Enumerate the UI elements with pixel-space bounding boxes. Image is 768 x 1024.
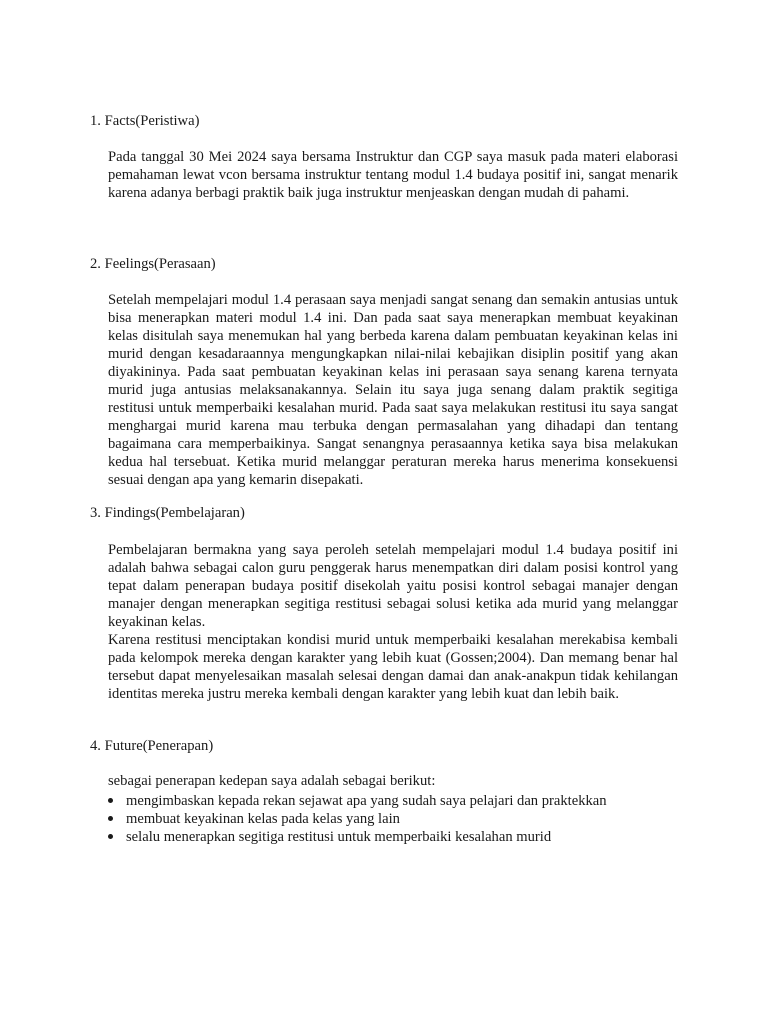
section-heading-feelings: 2. Feelings(Perasaan): [90, 256, 216, 272]
feelings-paragraph: Setelah mempelajari modul 1.4 perasaan saya menjadi sangat senang dan semakin antusias untuk bisa menerapkan materi modul 1.4 ini. Dan pada saat saya menerapkan membuat keyakinan kelas disitulah saya menemukan hal yang berbeda karena dalam pembuatan keyakinan kelas ini murid dengan kesadaraannya mengungkapkan nilai-nilai kebajikan disiplin positif yang akan diyakininya. Pada saat pembuatan keyakinan kelas ini perasaan saya senang karena ternyata murid juga antusias melaksanakannya. Selain itu saya juga senang dalam praktik segitiga restitusi untuk memperbaiki kesalahan murid. Pada saat saya melakukan restitusi itu saya sangat menghargai murid karena mau terbuka dengan permasalahan yang dihadapi dan tentang bagaimana cara memperbaikinya. Sangat senangnya perasaannya ketika saya bisa melakukan kedua hal tersebuat. Ketika murid melanggar peraturan mereka harus menerima konsekuensi sesuai dengan apa yang kemarin disepakati.: [108, 292, 678, 488]
facts-paragraph: Pada tanggal 30 Mei 2024 saya bersama Instruktur dan CGP saya masuk pada materi elaborasi pemahaman lewat vcon bersama instruktur tentang modul 1.4 budaya positif ini, sangat menarik karena adanya berbagi praktik baik juga instruktur menjeaskan dengan mudah di pahami.: [108, 149, 678, 201]
bullet-icon: [108, 834, 113, 839]
bullet-text: membuat keyakinan kelas pada kelas yang lain: [126, 811, 400, 827]
section-heading-findings: 3. Findings(Pembelajaran): [90, 505, 245, 521]
bullet-text: selalu menerapkan segitiga restitusi untuk memperbaiki kesalahan murid: [126, 829, 552, 845]
bullet-text: mengimbaskan kepada rekan sejawat apa yang sudah saya pelajari dan praktekkan: [126, 793, 607, 809]
future-bullet-list: [108, 792, 678, 846]
section-heading-future: 4. Future(Penerapan): [90, 738, 214, 754]
list-item: [108, 792, 678, 810]
bullet-icon: [108, 816, 113, 821]
bullet-icon: [108, 798, 113, 803]
findings-paragraph-1: Pembelajaran bermakna yang saya peroleh setelah mempelajari modul 1.4 budaya positif ini adalah bahwa sebagai calon guru penggerak harus menempatkan diri dalam posisi kontrol yang tepat dalam penerapan budaya positif disekolah yaitu posisi kontrol sebagai manajer dengan manajer dengan menerapkan segitiga restitusi sebagai solusi ketika ada murid yang melanggar keyakinan kelas.: [108, 542, 678, 630]
section-heading-facts: 1. Facts(Peristiwa): [90, 113, 200, 129]
list-item: [108, 828, 678, 846]
list-item: [108, 810, 678, 828]
future-intro: sebagai penerapan kedepan saya adalah sebagai berikut:: [108, 773, 436, 789]
findings-paragraph-2: Karena restitusi menciptakan kondisi murid untuk memperbaiki kesalahan merekabisa kembali pada kelompok mereka dengan karakter yang lebih kuat (Gossen;2004). Dan memang benar hal tersebut dapat menyelesaikan masalah selesai dengan damai dan anak-anakpun tidak kehilangan identitas mereka justru mereka kembali dengan karakter yang lebih kuat dan lebih baik.: [108, 632, 678, 702]
